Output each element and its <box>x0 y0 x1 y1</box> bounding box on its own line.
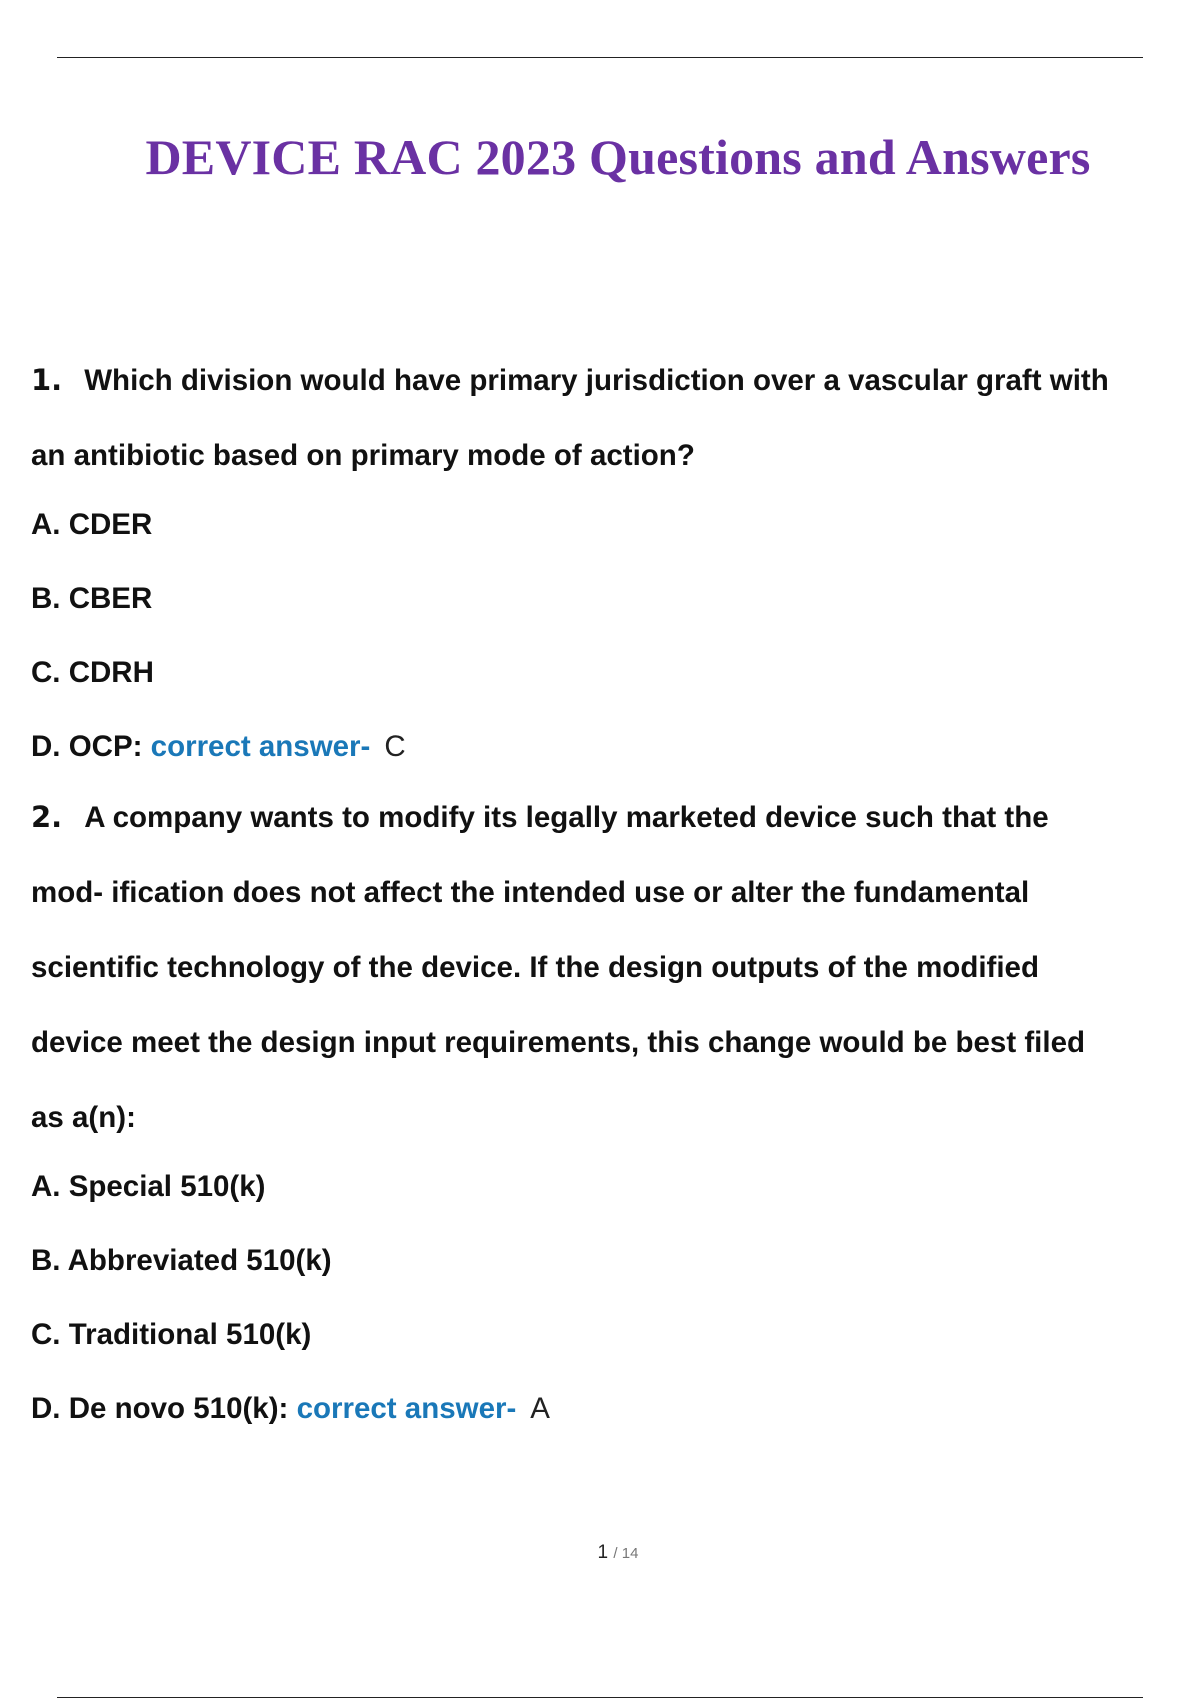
question-1-text-1: Which division would have primary jurisdiction over a vascular graft with <box>84 364 1109 397</box>
question-list <box>31 362 1200 1461</box>
question-1-answer-label: correct answer- <box>150 730 371 763</box>
question-1-answer-value: C <box>384 730 406 763</box>
question-2-option-c: C. Traditional 510(k) <box>31 1318 312 1351</box>
top-divider <box>57 57 1143 58</box>
bottom-divider <box>57 1697 1143 1698</box>
question-2-line-5: as a(n): <box>31 1101 136 1134</box>
question-1-line-1 <box>31 362 1200 399</box>
question-2-line-4: device meet the design input requirements, this change would be best filed <box>31 1026 1086 1059</box>
question-2-option-b: B. Abbreviated 510(k) <box>31 1244 332 1277</box>
question-2-option-d <box>31 1391 1200 1427</box>
question-2-text-1: A company wants to modify its legally marketed device such that the <box>84 801 1049 834</box>
question-1-option-a: A. CDER <box>31 508 153 541</box>
question-2-line-3: scientific technology of the device. If the design outputs of the modified <box>31 951 1039 984</box>
question-1-option-d <box>31 729 1200 765</box>
question-1-number: 1. <box>31 363 63 397</box>
question-2-number: 2. <box>31 800 63 834</box>
page-total: / 14 <box>613 1545 639 1562</box>
question-2-line-1 <box>31 799 1200 836</box>
question-2-line-2: mod- ification does not affect the intended use or alter the fundamental <box>31 876 1030 909</box>
question-2-answer-value: A <box>530 1392 550 1425</box>
question-1-option-c: C. CDRH <box>31 656 154 689</box>
page-current: 1 <box>597 1542 609 1563</box>
question-1-option-b: B. CBER <box>31 582 153 615</box>
question-1-line-2: an antibiotic based on primary mode of action? <box>31 439 695 472</box>
question-2-option-d-text: D. De novo 510(k): <box>31 1392 289 1425</box>
question-2-answer-label: correct answer- <box>296 1392 517 1425</box>
question-1-option-d-text: D. OCP: <box>31 730 143 763</box>
page-indicator <box>0 1542 1200 1564</box>
question-2-option-a: A. Special 510(k) <box>31 1170 266 1203</box>
document-title: DEVICE RAC 2023 Questions and Answers <box>145 129 1091 185</box>
